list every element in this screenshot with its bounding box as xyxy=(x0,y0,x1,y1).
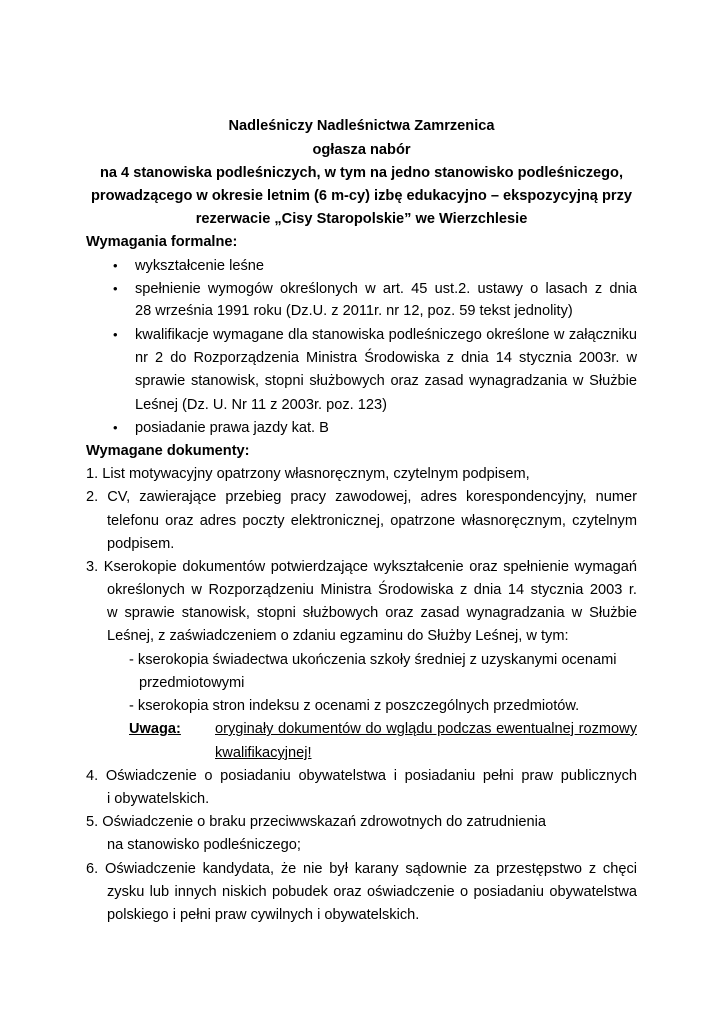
bullet-icon: • xyxy=(113,420,118,435)
document-item-1: 1. List motywacyjny opatrzony własnoręcznym, czytelnym podpisem, xyxy=(86,466,530,482)
formal-item-qualifications: kwalifikacje wymagane dla stanowiska podleśniczego określone w załączniku xyxy=(135,327,637,343)
formal-item-forest-act: spełnienie wymogów określonych w art. 45 ust.2. ustawy o lasach z dnia xyxy=(135,281,637,297)
header-announcement: ogłasza nabór xyxy=(312,142,411,158)
formal-item-qualifications-cont: nr 2 do Rozporządzenia Ministra Środowiska z dnia 14 stycznia 2003r. w xyxy=(135,350,637,366)
header-title: Nadleśniczy Nadleśnictwa Zamrzenica xyxy=(228,118,495,134)
header-reserve: rezerwacie „Cisy Staropolskie” we Wierzchlesie xyxy=(195,211,528,227)
formal-item-forest-act-cont: 28 września 1991 roku (Dz.U. z 2011r. nr 12, poz. 59 tekst jednolity) xyxy=(135,303,573,319)
header-positions: na 4 stanowiska podleśniczych, w tym na jedno stanowisko podleśniczego, xyxy=(99,165,624,181)
formal-item-qualifications-cont: Leśnej (Dz. U. Nr 11 z 2003r. poz. 123) xyxy=(135,397,387,413)
document-item-6-cont: zysku lub innych niskich pobudek oraz oświadczenie o posiadaniu obywatelstwa xyxy=(107,884,637,900)
document-sub-index: - kserokopia stron indeksu z ocenami z poszczególnych przedmiotów. xyxy=(129,698,580,714)
formal-item-qualifications-cont: sprawie stanowisk, stopni służbowych oraz zasad wynagradzania w Służbie xyxy=(135,373,637,389)
document-item-5-cont: na stanowisko podleśniczego; xyxy=(107,837,301,853)
document-item-3-cont: w sprawie stanowisk, stopni służbowych oraz zasad wynagradzania w Służbie xyxy=(107,605,637,621)
document-item-3-cont: określonych w Rozporządzeniu Ministra Środowiska z dnia 14 stycznia 2003 r. xyxy=(107,582,637,598)
document-item-2-cont: podpisem. xyxy=(107,536,175,552)
document-item-2-cont: telefonu oraz adres poczty elektronicznej, opatrzone własnoręcznym, czytelnym xyxy=(107,513,637,529)
header-education-room: prowadzącego w okresie letnim (6 m-cy) izbę edukacyjno – ekspozycyjną przy xyxy=(91,188,632,204)
bullet-icon: • xyxy=(113,281,118,296)
note-label: Uwaga: xyxy=(129,721,181,737)
bullet-icon: • xyxy=(113,258,118,273)
document-item-6: 6. Oświadczenie kandydata, że nie był karany sądownie za przestępstwo z chęci xyxy=(86,861,637,877)
document-item-5: 5. Oświadczenie o braku przeciwwskazań zdrowotnych do zatrudnienia xyxy=(86,814,546,830)
note-text-cont: kwalifikacyjnej! xyxy=(215,745,312,761)
formal-item-driving-license: posiadanie prawa jazdy kat. B xyxy=(135,420,329,436)
required-documents-heading: Wymagane dokumenty: xyxy=(86,443,250,459)
note-text: oryginały dokumentów do wglądu podczas ewentualnej rozmowy xyxy=(215,721,637,737)
document-item-4-cont: i obywatelskich. xyxy=(107,791,210,807)
document-item-3: 3. Kserokopie dokumentów potwierdzające wykształcenie oraz spełnienie wymagań xyxy=(86,559,637,575)
document-item-3-cont: Leśnej, z zaświadczeniem o zdaniu egzaminu do Służby Leśnej, w tym: xyxy=(107,628,569,644)
document-item-2: 2. CV, zawierające przebieg pracy zawodowej, adres korespondencyjny, numer xyxy=(86,489,637,505)
formal-requirements-heading: Wymagania formalne: xyxy=(86,234,238,250)
document-item-4: 4. Oświadczenie o posiadaniu obywatelstwa i posiadaniu pełni praw publicznych xyxy=(86,768,637,784)
document-item-6-cont: polskiego i pełni praw cywilnych i obywatelskich. xyxy=(107,907,420,923)
formal-item-education: wykształcenie leśne xyxy=(135,258,264,274)
bullet-icon: • xyxy=(113,327,118,342)
document-sub-certificate: - kserokopia świadectwa ukończenia szkoły średniej z uzyskanymi ocenami xyxy=(129,652,617,668)
document-sub-certificate-cont: przedmiotowymi xyxy=(139,675,245,691)
